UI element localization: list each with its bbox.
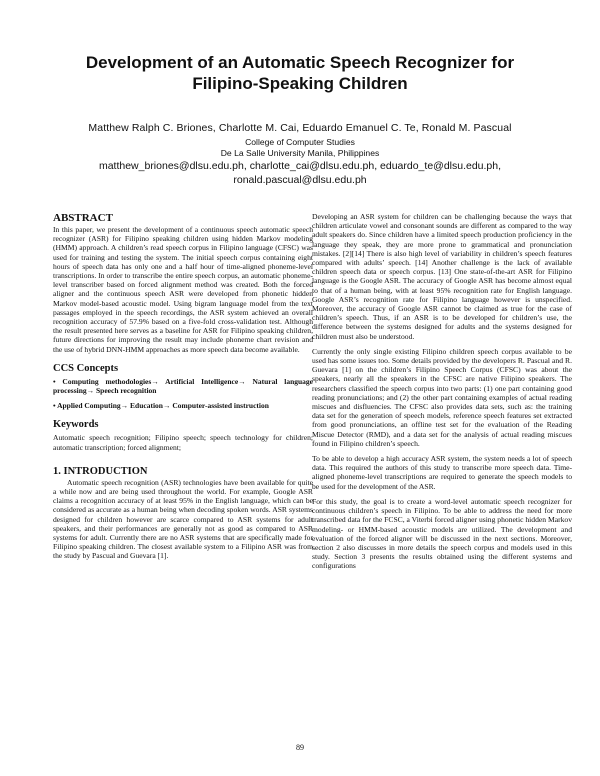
author-names: Matthew Ralph C. Briones, Charlotte M. Cai, Eduardo Emanuel C. Te, Ronald M. Pascual	[88, 122, 512, 134]
affiliation-college: College of Computer Studies	[245, 137, 355, 147]
paper-title	[40, 52, 560, 94]
abstract-heading: ABSTRACT	[53, 212, 113, 224]
author-emails-line-1: matthew_briones@dlsu.edu.ph, charlotte_cai@dlsu.edu.ph, eduardo_te@dlsu.edu.ph,	[98, 160, 502, 172]
keywords-heading: Keywords	[53, 419, 99, 431]
right-paragraph-4: For this study, the goal is to create a word-level automatic speech recognizer for continuous children’s speech in Filipino. To be able to address the need for more transcribed data for the FCSC, a Viterbi forced aligner using phonetic hidden Markov modeling- or HMM-based acoustic models are utilized. The development and evaluation of the forced aligner will be discussed in the next sections. Moreover, section 2 also discusses in more details the speech corpus and models used in this study. Section 3 presents the results obtained using the different systems and configurations	[312, 496, 572, 571]
right-column	[312, 212, 572, 571]
introduction-heading: 1. INTRODUCTION	[53, 465, 148, 477]
ccs-heading: CCS Concepts	[53, 362, 119, 374]
introduction-text: Automatic speech recognition (ASR) technologies have been available for quite a while now and are being used throughout the world. For example, Google ASR claims a recognition accuracy of at least 95% in the English language, which can be considered as accurate as a human being when decoding spoken words. ASR systems designed for children however are scarce compared to ASR systems for adult speakers, and their performances are generally not as good as compared to ASR systems for adult. Currently there are no ASR systems that are specifically made for Filipino speaking children. The closest available system to a Filipino ASR was from the study by Pascual and Guevara [1].	[53, 477, 313, 561]
left-column	[53, 212, 313, 561]
affiliation-university: De La Salle University Manila, Philippines	[220, 148, 380, 158]
title-line-1: Development of an Automatic Speech Recognizer for	[85, 53, 515, 72]
keywords-text: Automatic speech recognition; Filipino speech; speech technology for children; automatic transcription; forced alignment;	[53, 433, 313, 452]
page-number: 89	[296, 743, 304, 752]
right-paragraph-1: Developing an ASR system for children can be challenging because the ways that children articulate vowel and consonant sounds are different as compared to the way adult speakers do. Since children have a limited speech production proficiency in the language they speak, they are more prone to grammatical and pronunciation mistakes. [2][14] There is also high level of variability in children’s speech features compared with adults’ speech. [14] Another challenge is the lack of available children speech data or speech corpus. [13] One state-of-the-art ASR for Filipino language is the Google ASR. The accuracy of Google ASR has become almost equal to that of a human being, with at least 95% recognition rate for English language. Google ASR’s recognition rate for Filipino language however is unspecified. Moreover, the accuracy of Google ASR cannot be claimed as true for the case of children’s speech. Thus, if an ASR is to be developed for children’s use, the difference between the systems designed for adults and the systems designed for children must also be understood.	[312, 212, 572, 341]
ccs-item-1: • Computing methodologies→ Artificial Intelligence→ Natural language processing→ Speech recognition	[53, 376, 313, 396]
abstract-text: In this paper, we present the development of a continuous speech automatic speech recognizer (ASR) for Filipino speaking children using hidden Markov modeling (HMM) approach. A children’s read speech corpus in Filipino language (CFSC) was used for training and testing the system. The initial speech corpus containing eight hours of speech data has only one and a half hour of time-aligned phoneme-level transcriptions. In order to transcribe the entire speech corpus, an automatic phoneme-level transcriber based on forced alignment method was created. Both the forced aligner and the continuous speech ASR were developed from phonetic hidden Markov model-based acoustic model. Using bigram language model from the text passages employed in the speech recordings, the ASR system achieved an overall recognition accuracy of 57.9% based on a five-fold cross-validation test. Although the result presented here serves as a baseline for ASR for Filipino speaking children, future directions for improving the result may include phoneme chart revision and the use of hybrid DNN-HMM approaches as more speech data become available.	[53, 225, 313, 354]
right-paragraph-3: To be able to develop a high accuracy ASR system, the system needs a lot of speech data. This required the authors of this study to transcribe more speech data. Time-aligned phoneme-level transcriptions are required to generate the speech models to be used for the development of the ASR.	[312, 454, 572, 491]
ccs-item-2: • Applied Computing→ Education→ Computer-assisted instruction	[53, 401, 269, 411]
title-line-2: Filipino-Speaking Children	[192, 74, 408, 93]
author-block	[30, 121, 570, 187]
right-paragraph-2: Currently the only single existing Filipino children speech corpus available to be used has some issues too. Some details provided by the developers R. Pascual and R. Guevara [1] on the children’s Filipino Speech Corpus (CFSC) was about the speakers, nearly all the speakers in the CFSC are native Filipino speakers. The researchers classified the speech corpus into two parts: (1) one part containing good reading pronunciations; and (2) the other part containing examples of actual reading miscues and disfluencies. The CFSC also provides data sets, such as: the training data set for the generation of speech models, reference speech features set extracted from good pronunciations, an offline test set for the evaluation of the Reading Miscue Detector (RMD), and a data set for the analysis of actual reading miscues found in Filipino children’s speech.	[312, 346, 572, 448]
author-emails-line-2: ronald.pascual@dlsu.edu.ph	[233, 174, 367, 186]
